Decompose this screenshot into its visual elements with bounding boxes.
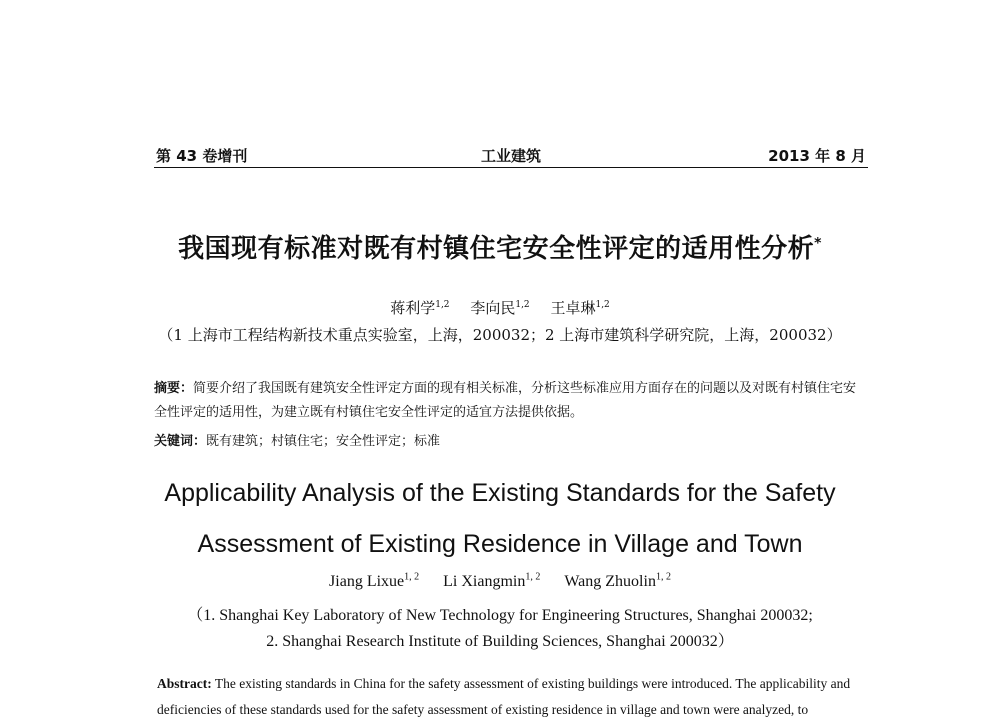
chinese-abstract-label: 摘要： — [154, 381, 194, 396]
chinese-author — [550, 299, 609, 317]
header-rule — [154, 167, 868, 168]
english-author — [329, 573, 419, 590]
english-author — [564, 573, 671, 590]
author-affil: 1,2 — [515, 300, 530, 310]
author-affil: 1,2 — [435, 300, 450, 310]
author-name: Wang Zhuolin — [564, 573, 656, 591]
title-footnote-mark: * — [814, 235, 822, 252]
english-affiliation-line2: 2. Shanghai Research Institute of Building Sciences, Shanghai 200032） — [266, 633, 734, 650]
chinese-title-text: 我国现有标准对既有村镇住宅安全性评定的适用性分析 — [178, 234, 815, 264]
author-name: 蒋利学 — [390, 299, 436, 317]
author-affil: 1, 2 — [525, 572, 541, 583]
journal-name: 工业建筑 — [480, 147, 541, 165]
chinese-authors — [0, 297, 1000, 318]
english-affiliation-line1: （1. Shanghai Key Laboratory of New Technology for Engineering Structures, Shanghai 200032; — [187, 607, 813, 624]
chinese-keywords-text: 既有建筑；村镇住宅；安全性评定；标准 — [206, 434, 441, 449]
chinese-abstract — [154, 377, 868, 425]
english-abstract-text: The existing standards in China for the safety assessment of existing buildings were introduced. The applicability and deficiencies of these standards used for the safety assessment of existing residence in village and town were analyzed, to — [157, 676, 851, 717]
chinese-keywords — [154, 430, 868, 449]
author-affil: 1, 2 — [655, 572, 671, 583]
chinese-keywords-label: 关键词： — [154, 434, 207, 449]
author-name: 李向民 — [470, 299, 516, 317]
chinese-author — [390, 299, 449, 317]
english-authors — [0, 572, 1000, 591]
chinese-title — [0, 228, 1000, 265]
english-abstract — [157, 671, 868, 723]
running-header — [154, 145, 868, 167]
chinese-affiliations: （1 上海市工程结构新技术重点实验室，上海，200032；2 上海市建筑科学研究院，上海，200032） — [158, 326, 842, 344]
publication-date: 2013 年 8 月 — [768, 147, 866, 165]
english-abstract-label: Abstract: — [157, 676, 212, 691]
chinese-author — [470, 299, 529, 317]
english-title-line2: Assessment of Existing Residence in Village and Town — [197, 530, 803, 558]
english-author — [443, 573, 540, 590]
author-affil: 1,2 — [595, 300, 610, 310]
journal-volume: 第 43 卷增刊 — [156, 147, 248, 165]
english-title-line1: Applicability Analysis of the Existing Standards for the Safety — [164, 479, 836, 507]
author-name: 王卓琳 — [550, 299, 596, 317]
author-affil: 1, 2 — [404, 572, 420, 583]
author-name: Li Xiangmin — [443, 573, 526, 591]
author-name: Jiang Lixue — [329, 573, 405, 591]
chinese-abstract-text: 简要介绍了我国既有建筑安全性评定方面的现有相关标准，分析这些标准应用方面存在的问题以及对既有村镇住宅安全性评定的适用性，为建立既有村镇住宅安全性评定的适宜方法提供依据。 — [154, 381, 857, 420]
